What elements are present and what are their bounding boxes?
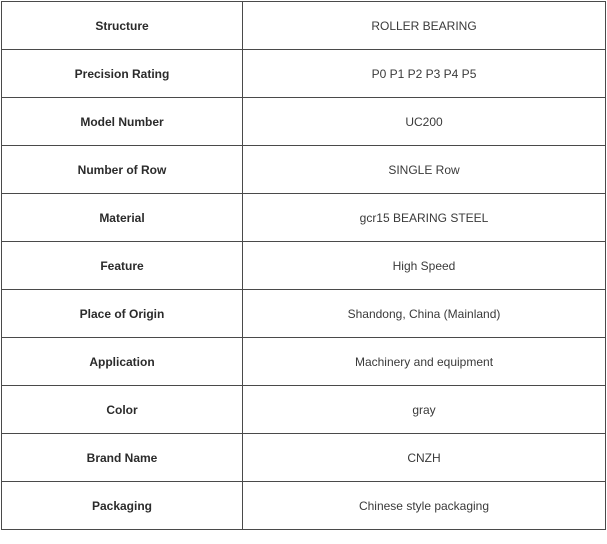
spec-key: Precision Rating: [2, 50, 243, 98]
spec-key: Feature: [2, 242, 243, 290]
spec-key: Packaging: [2, 482, 243, 530]
spec-key: Model Number: [2, 98, 243, 146]
spec-value: CNZH: [243, 434, 606, 482]
spec-key: Material: [2, 194, 243, 242]
spec-value: Chinese style packaging: [243, 482, 606, 530]
spec-value: gcr15 BEARING STEEL: [243, 194, 606, 242]
table-row-application: [2, 338, 606, 386]
table-row-feature: [2, 242, 606, 290]
spec-value: gray: [243, 386, 606, 434]
spec-key: Brand Name: [2, 434, 243, 482]
table-row-color: [2, 386, 606, 434]
table-row-packaging: [2, 482, 606, 530]
table-row-material: [2, 194, 606, 242]
spec-key: Place of Origin: [2, 290, 243, 338]
table-row-brand-name: [2, 434, 606, 482]
table-row-structure: [2, 2, 606, 50]
table-row-place-of-origin: [2, 290, 606, 338]
spec-table-body: [2, 2, 606, 530]
spec-table: [1, 1, 606, 530]
spec-value: UC200: [243, 98, 606, 146]
spec-value: SINGLE Row: [243, 146, 606, 194]
spec-value: P0 P1 P2 P3 P4 P5: [243, 50, 606, 98]
spec-key: Color: [2, 386, 243, 434]
spec-value: ROLLER BEARING: [243, 2, 606, 50]
spec-value: High Speed: [243, 242, 606, 290]
table-row-model-number: [2, 98, 606, 146]
table-row-precision-rating: [2, 50, 606, 98]
spec-value: Shandong, China (Mainland): [243, 290, 606, 338]
spec-key: Structure: [2, 2, 243, 50]
spec-value: Machinery and equipment: [243, 338, 606, 386]
table-row-number-of-row: [2, 146, 606, 194]
spec-key: Number of Row: [2, 146, 243, 194]
spec-key: Application: [2, 338, 243, 386]
